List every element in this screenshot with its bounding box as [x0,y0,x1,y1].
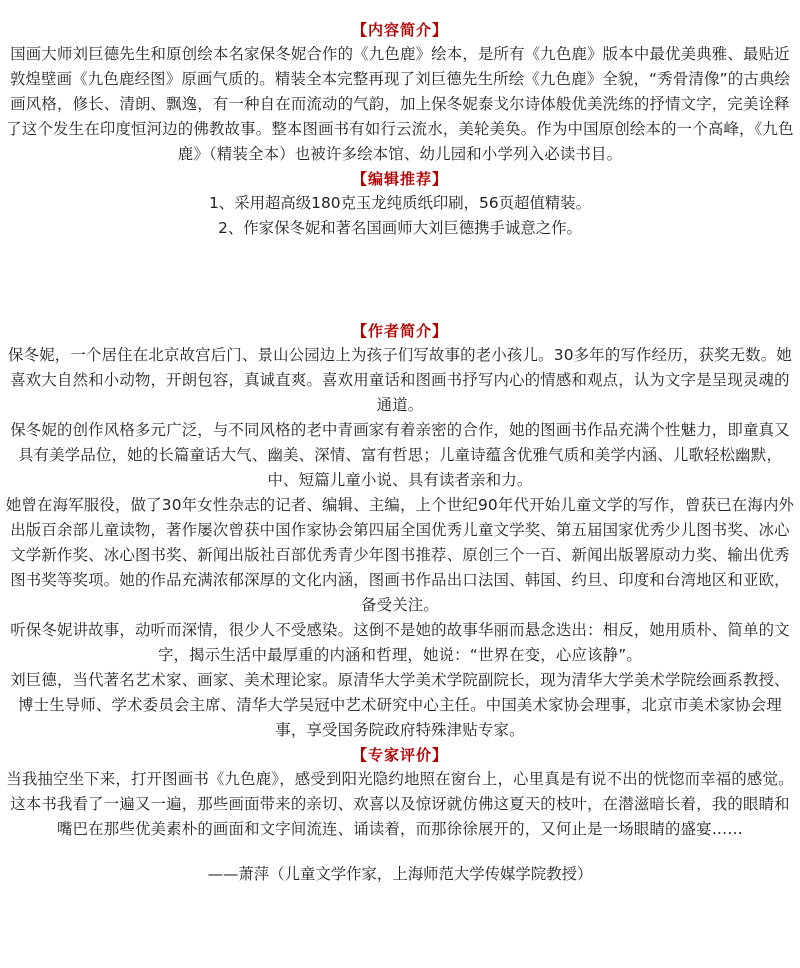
review-section [4,743,796,887]
review-title: 【专家评价】 [351,746,448,764]
author-paragraph: 保冬妮的创作风格多元广泛，与不同风格的老中青画家有着亲密的合作，她的图画书作品充满个性魅力，即童真又具有美学品位，她的长篇童话大气、幽美、深情、富有哲思；儿童诗蕴含优雅气质和美学内涵、儿歌轻松幽默，中、短篇儿童小说、具有读者亲和力。 [10,421,790,489]
review-signature: ——萧萍（儿童文学作家，上海师范大学传媒学院教授） [207,865,593,883]
editor-item: 2、作家保冬妮和著名国画师大刘巨德携手诚意之作。 [218,219,582,237]
editor-section [4,167,796,241]
intro-title: 【内容简介】 [351,21,448,39]
editor-item: 1、采用超高级180克玉龙纯质纸印刷，56页超值精装。 [209,194,591,212]
author-title: 【作者简介】 [351,322,448,340]
editor-title: 【编辑推荐】 [351,170,448,188]
intro-paragraph: 国画大师刘巨德先生和原创绘本名家保冬妮合作的《九色鹿》绘本，是所有《九色鹿》版本中最优美典雅、最贴近敦煌壁画《九色鹿经图》原画气质的。精装全本完整再现了刘巨德先生所绘《九色鹿》全貌，“秀骨清像”的古典绘画风格，修长、清朗、飘逸，有一种自在而流动的气韵，加上保冬妮泰戈尔诗体般优美洗练的抒情文字，完美诠释了这个发生在印度恒河边的佛教故事。整本图画书有如行云流水，美轮美奂。作为中国原创绘本的一个高峰，《九色鹿》（精装全本）也被许多绘本馆、幼儿园和小学列入必读书目。 [6,45,794,163]
author-paragraph: 保冬妮，一个居住在北京故宫后门、景山公园边上为孩子们写故事的老小孩儿。30多年的写作经历，获奖无数。她喜欢大自然和小动物，开朗包容，真诚直爽。喜欢用童话和图画书抒写内心的情感和观点，认为文字是呈现灵魂的通道。 [8,346,792,414]
author-section [4,319,796,743]
intro-section [4,18,796,167]
review-paragraph: 当我抽空坐下来，打开图画书《九色鹿》，感受到阳光隐约地照在窗台上，心里真是有说不出的恍惚而幸福的感觉。这本书我看了一遍又一遍，那些画面带来的亲切、欢喜以及惊讶就仿佛这夏天的枝叶，在潜滋暗长着，我的眼睛和嘴巴在那些优美素朴的画面和文字间流连、诵读着，而那徐徐展开的，又何止是一场眼睛的盛宴…… [6,770,794,838]
author-paragraph: 听保冬妮讲故事，动听而深情，很少人不受感染。这倒不是她的故事华丽而悬念迭出：相反，她用质朴、简单的文字，揭示生活中最厚重的内涵和哲理，她说：“世界在变，心应该静”。 [10,621,790,664]
author-paragraph: 她曾在海军服役，做了30年女性杂志的记者、编辑、主编，上个世纪90年代开始儿童文学的写作，曾获已在海内外出版百余部儿童读物，著作屡次曾获中国作家协会第四届全国优秀儿童文学奖、第五届国家优秀少儿图书奖、冰心文学新作奖、冰心图书奖、新闻出版社百部优秀青少年图书推荐、原创三个一百、新闻出版署原动力奖、输出优秀图书奖等奖项。她的作品充满浓郁深厚的文化内涵，图画书作品出口法国、韩国、约旦、印度和台湾地区和亚欧，备受关注。 [5,496,795,614]
blank-gap [4,241,796,319]
author-paragraph: 刘巨德，当代著名艺术家、画家、美术理论家。原清华大学美术学院副院长，现为清华大学美术学院绘画系教授、博士生导师、学术委员会主席、清华大学吴冠中艺术研究中心主任。中国美术家协会理事，北京市美术家协会理事，享受国务院政府特殊津贴专家。 [10,671,790,739]
